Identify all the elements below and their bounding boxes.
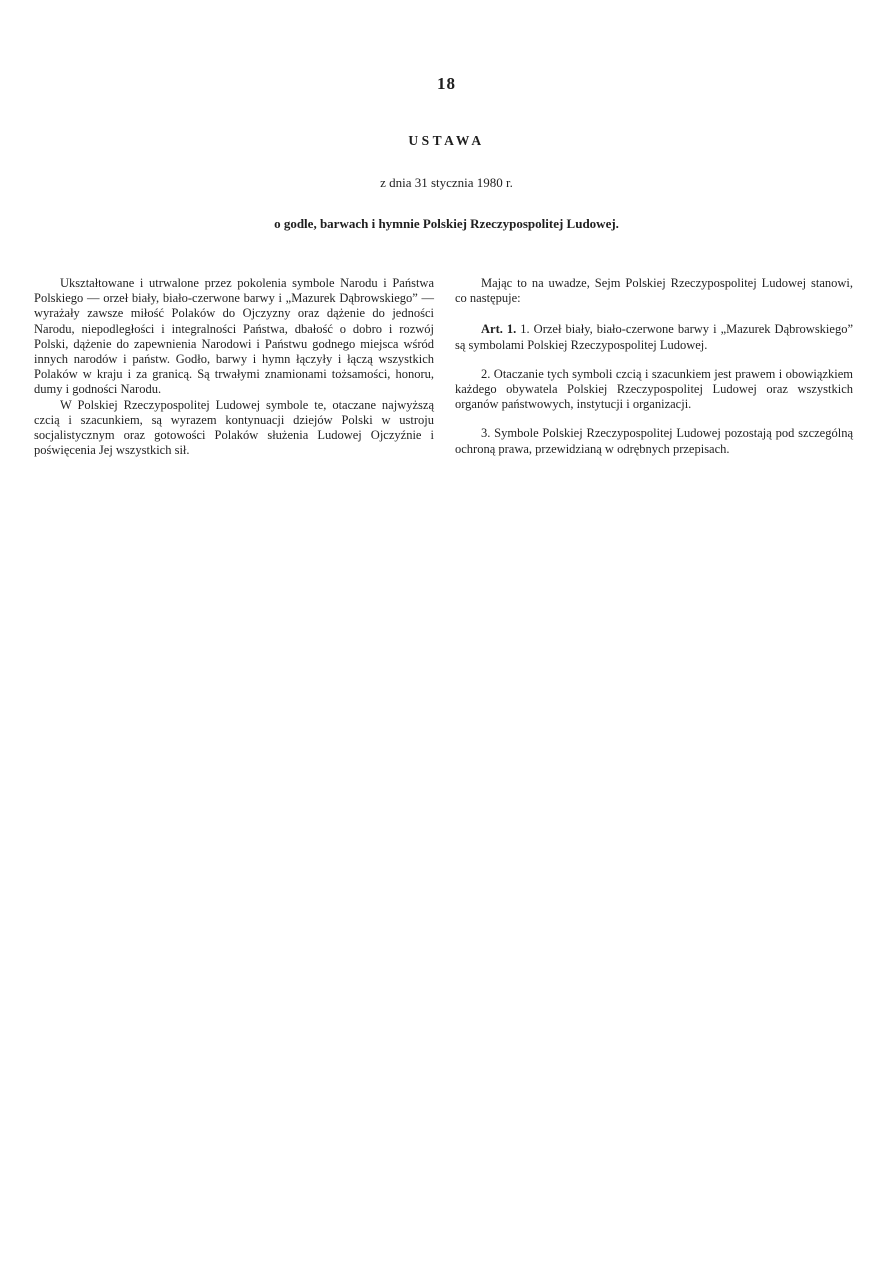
act-title: USTAWA bbox=[408, 133, 485, 148]
article-1-paragraph-2: 2. Otaczanie tych symboli czcią i szacunkiem jest prawem i obowiązkiem każdego obywatela Polskiej Rzeczypospolitej Ludowej oraz wszystkich organów państwowych, instytucji i organizacji. bbox=[455, 366, 853, 412]
article-1-paragraph-3: 3. Symbole Polskiej Rzeczypospolitej Ludowej pozostają pod szczególną ochroną prawa, przewidzianą w odrębnych przepisach. bbox=[455, 426, 853, 456]
article-1-paragraph-1 bbox=[455, 322, 853, 352]
act-subject: o godle, barwach i hymnie Polskiej Rzeczypospolitej Ludowej. bbox=[274, 216, 619, 231]
article-1-item-1-text: 1. Orzeł biały, biało-czerwone barwy i „Mazurek Dąbrowskiego” są symbolami Polskiej Rzeczypospolitej Ludowej. bbox=[455, 322, 853, 352]
page-number: 18 bbox=[437, 74, 456, 93]
preamble-paragraph-1: Ukształtowane i utrwalone przez pokolenia symbole Narodu i Państwa Polskiego — orzeł biały, biało-czerwone barwy i „Mazurek Dąbrowskiego” — wyrażały zawsze miłość Polaków do Ojczyzny oraz dążenie do jedności Narodu, niepodległości i integralności Państwa, dbałość o dobro i rozwój Polski, dążenie do zapewnienia Narodowi i Państwu godnego miejsca wśród innych narodów i państw. Godło, barwy i hymn łączyły i łączą wszystkich Polaków w kraju i za granicą. Są trwałymi znamionami tożsamości, honoru, dumy i godności Narodu. bbox=[34, 276, 434, 397]
article-1-label: Art. 1. bbox=[481, 322, 517, 337]
act-date: z dnia 31 stycznia 1980 r. bbox=[380, 175, 513, 190]
enacting-clause: Mając to na uwadze, Sejm Polskiej Rzeczypospolitej Ludowej stanowi, co następuje: bbox=[455, 276, 853, 306]
left-column bbox=[34, 276, 434, 458]
preamble-paragraph-2: W Polskiej Rzeczypospolitej Ludowej symbole te, otaczane najwyższą czcią i szacunkiem, są wyrazem kontynuacji dziejów Polski w ustroju socjalistycznym oraz gotowości Polaków służenia Ludowej Ojczyźnie i poświęcenia Jej wszystkich sił. bbox=[34, 397, 434, 458]
right-column bbox=[455, 276, 853, 471]
